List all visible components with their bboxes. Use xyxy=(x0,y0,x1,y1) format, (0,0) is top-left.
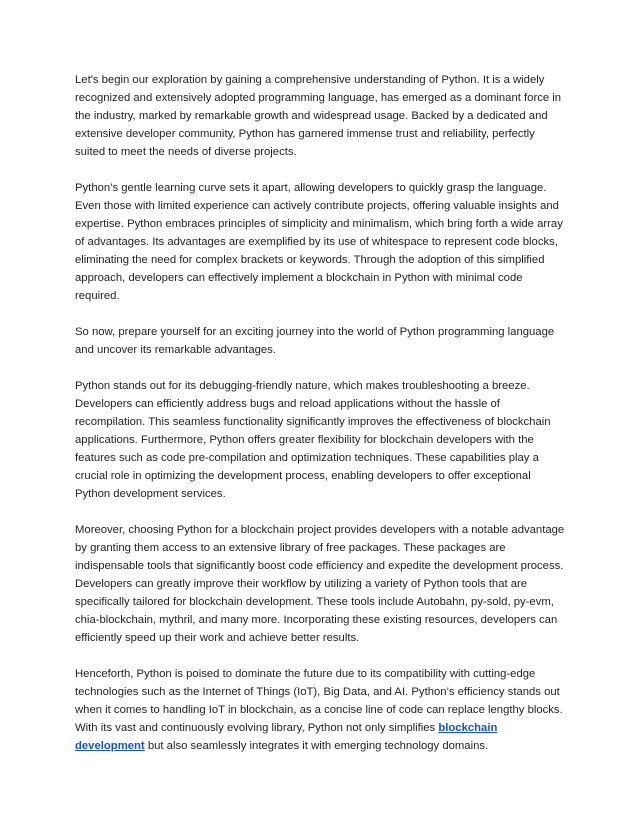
document-body xyxy=(75,71,567,773)
paragraph-python-overview: Let's begin our exploration by gaining a comprehensive understanding of Python. It is a widely recognized and extensively adopted programming language, has emerged as a dominant force in the industry, marked by remarkable growth and widespread usage. Backed by a dedicated and extensive developer community, Python has garnered immense trust and reliability, perfectly suited to meet the needs of diverse projects. xyxy=(75,74,562,158)
paragraph-future xyxy=(75,665,567,755)
blockchain-development-link[interactable]: blockchain development xyxy=(75,722,498,752)
paragraph-future-text-after: but also seamlessly integrates it with emerging technology domains. xyxy=(144,740,489,752)
paragraph-debugging: Python stands out for its debugging-friendly nature, which makes troubleshooting a breeze. Developers can efficiently address bugs and reload applications without the hassle of recompilation. This seamless functionality significantly improves the effectiveness of blockchain applications. Furthermore, Python offers greater flexibility for blockchain developers with the features such as code pre-compilation and optimization techniques. These capabilities play a crucial role in optimizing the development process, enabling developers to offer exceptional Python development services. xyxy=(75,380,551,500)
paragraph-future-text-before: Henceforth, Python is poised to dominate the future due to its compatibility with cutting-edge technologies such as the Internet of Things (IoT), Big Data, and AI. Python’s efficiency stands out when it comes to handling IoT in blockchain, as a concise line of code can replace lengthy blocks. With its vast and continuously evolving library, Python not only simplifies xyxy=(75,668,563,734)
paragraph-journey-intro: So now, prepare yourself for an exciting journey into the world of Python programming language and uncover its remarkable advantages. xyxy=(75,326,555,356)
paragraph-learning-curve: Python’s gentle learning curve sets it apart, allowing developers to quickly grasp the language. Even those with limited experience can actively contribute projects, offering valuable insights and expertise. Python embraces principles of simplicity and minimalism, which bring forth a wide array of advantages. Its advantages are exemplified by its use of whitespace to represent code blocks, eliminating the need for complex brackets or keywords. Through the adoption of this simplified approach, developers can effectively implement a blockchain in Python with minimal code required. xyxy=(75,182,563,302)
paragraph-libraries: Moreover, choosing Python for a blockchain project provides developers with a notable advantage by granting them access to an extensive library of free packages. These packages are indispensable tools that significantly boost code efficiency and expedite the development process. Developers can greatly improve their workflow by utilizing a variety of Python tools that are specifically tailored for blockchain development. These tools include Autobahn, py-sold, py-evm, chia-blockchain, mythril, and many more. Incorporating these existing resources, developers can efficiently speed up their work and achieve better results. xyxy=(75,524,565,644)
